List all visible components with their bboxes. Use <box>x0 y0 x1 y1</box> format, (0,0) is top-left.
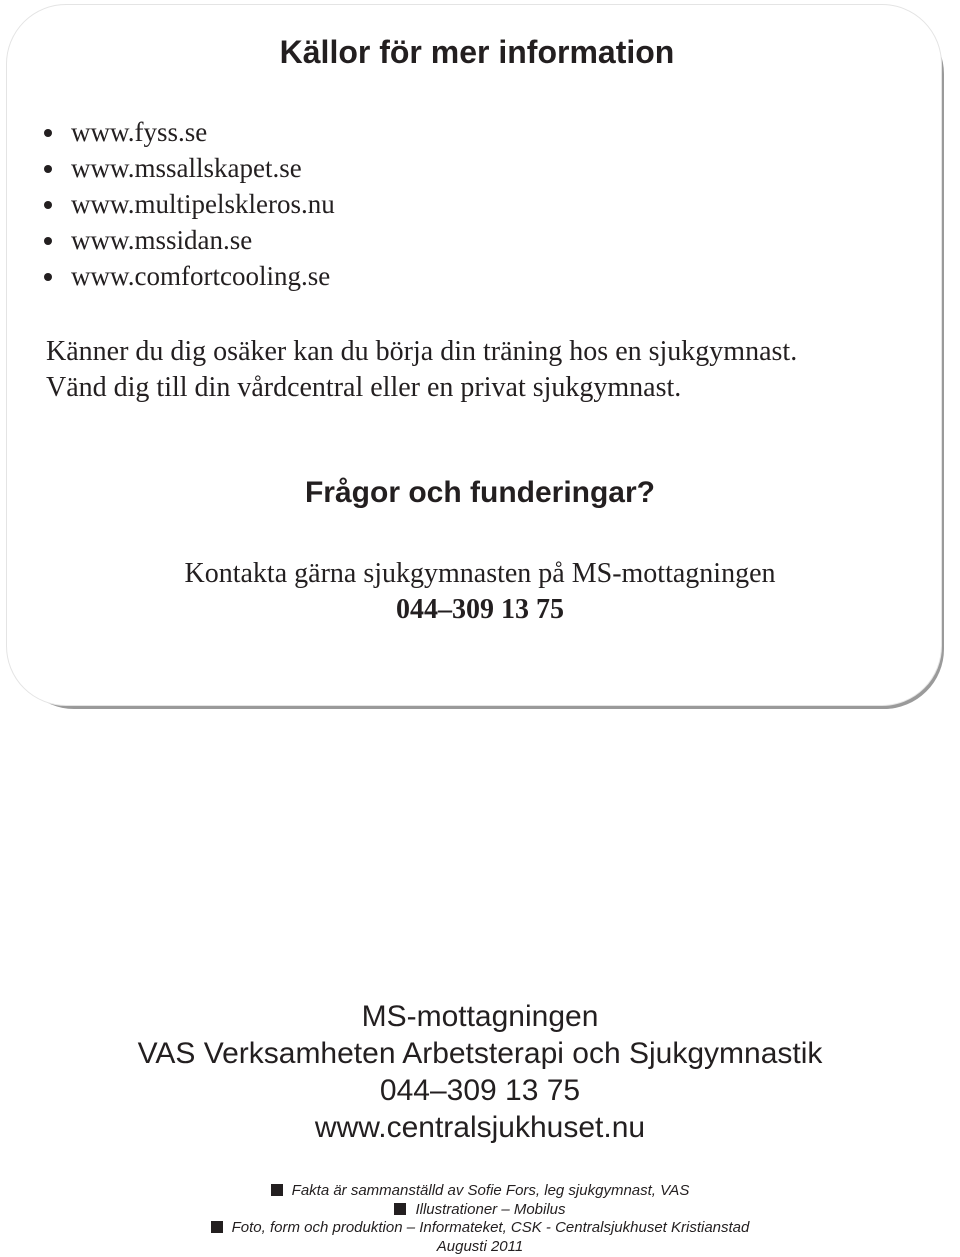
bullet-icon <box>44 237 52 245</box>
footer-phone[interactable]: 044–309 13 75 <box>379 1074 581 1107</box>
intro-paragraph <box>46 334 797 406</box>
list-item[interactable] <box>44 186 335 222</box>
bullet-icon <box>44 129 52 137</box>
footer-unit: MS-mottagningen <box>361 1000 599 1033</box>
credit-illustrationer-row <box>0 1201 960 1220</box>
credit-fakta-row <box>0 1182 960 1201</box>
bullet-icon <box>44 201 52 209</box>
footer-department: VAS Verksamheten Arbetsterapi och Sjukgymnastik <box>137 1037 823 1070</box>
credit-foto-row <box>0 1219 960 1238</box>
credit-foto: Foto, form och produktion – Informateket, CSK - Centralsjukhuset Kristianstad <box>231 1219 750 1236</box>
link-comfortcooling[interactable]: www.comfortcooling.se <box>71 261 331 291</box>
page-title-text: Källor för mer information <box>279 34 675 70</box>
footer-address <box>0 998 960 1146</box>
resource-link-list <box>44 114 335 294</box>
credits-block <box>0 1182 960 1256</box>
credit-illustrationer: Illustrationer – Mobilus <box>415 1200 566 1218</box>
list-item[interactable] <box>44 222 335 258</box>
square-bullet-icon <box>211 1221 223 1233</box>
list-item[interactable] <box>44 258 335 294</box>
link-mssallskapet[interactable]: www.mssallskapet.se <box>71 153 302 183</box>
list-item[interactable] <box>44 114 335 150</box>
intro-line-2: Vänd dig till din vårdcentral eller en privat sjukgymnast. <box>46 372 682 403</box>
link-fyss[interactable]: www.fyss.se <box>71 117 208 147</box>
bullet-icon <box>44 165 52 173</box>
square-bullet-icon <box>394 1203 406 1215</box>
credit-date: Augusti 2011 <box>436 1237 524 1255</box>
list-item[interactable] <box>44 150 335 186</box>
contact-block <box>0 556 960 628</box>
square-bullet-icon <box>271 1184 283 1196</box>
credit-fakta: Fakta är sammanställd av Sofie Fors, leg sjukgymnast, VAS <box>291 1182 690 1199</box>
intro-line-1: Känner du dig osäker kan du börja din träning hos en sjukgymnast. <box>46 336 798 367</box>
link-mssidan[interactable]: www.mssidan.se <box>71 225 253 255</box>
bullet-icon <box>44 273 52 281</box>
faq-heading: Frågor och funderingar? <box>304 476 655 509</box>
contact-text: Kontakta gärna sjukgymnasten på MS-mottagningen <box>184 558 776 589</box>
link-multipelskleros[interactable]: www.multipelskleros.nu <box>71 189 335 219</box>
contact-phone[interactable]: 044–309 13 75 <box>396 594 564 625</box>
footer-website[interactable]: www.centralsjukhuset.nu <box>314 1111 646 1144</box>
page-title <box>0 34 960 71</box>
